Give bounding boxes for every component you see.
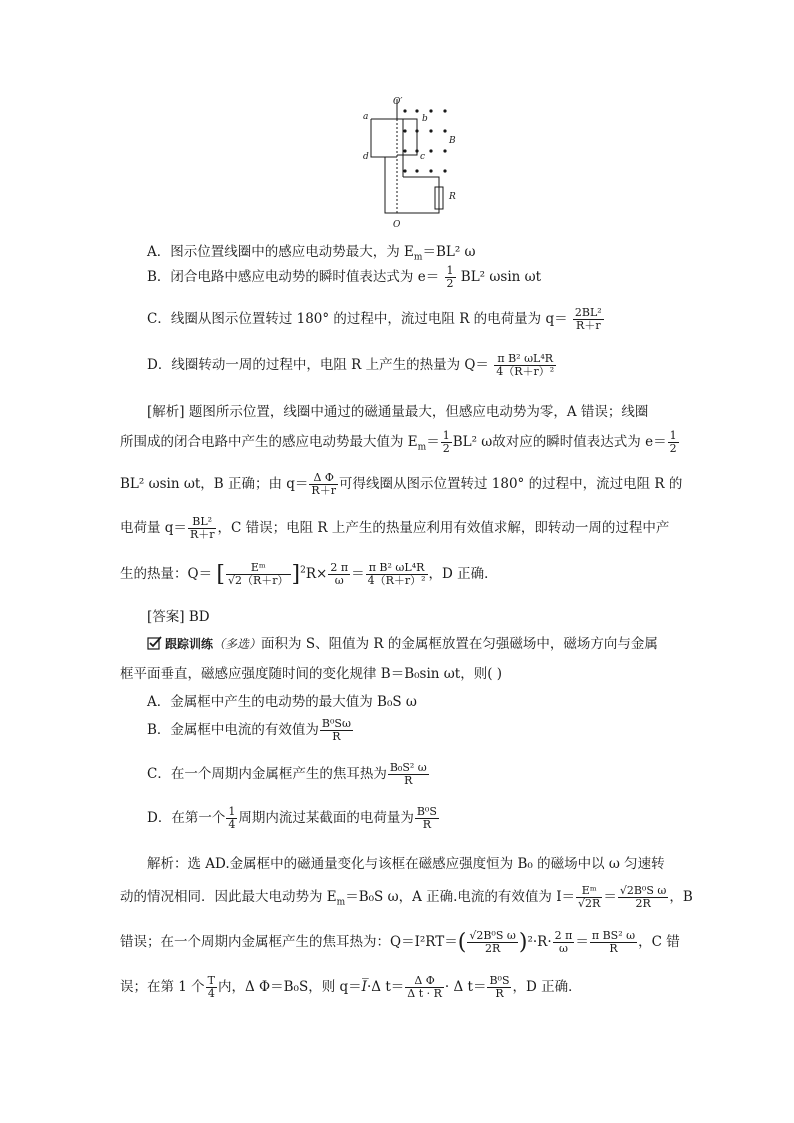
fraction: $\frac{\text{BL²}}{R+r}$ <box>189 515 215 541</box>
analysis2-line-4: 误；在第 1 个 $\frac{T}{4}$ 内，Δ Φ＝B₀S，则 q＝I̅·Δ t＝ $\frac{\text{Δ Φ}}{\text{Δ t · R}}$ · Δ t＝ $\frac{\text{B⁰S}}{R}$ ，D 正确． <box>120 974 582 1000</box>
fraction: $\frac{\text{Eᵐ}}{√2(R+r)}$ <box>227 561 289 587</box>
fraction: $\frac{2 \pi}{\omega}$ <box>554 929 573 955</box>
fraction: $\frac{\text{B₀S² ω}}{R}$ <box>389 761 427 787</box>
fraction: $\frac{\text{π BS² ω}}{R}$ <box>591 929 636 955</box>
analysis2-line-2: 动的情况相同．因此最大电动势为 $E_m=B_0S$ ω，A 正确.电流的有效值为 I＝ $\frac{\text{Eᵐ}}{√2R}$ ＝ $\frac{\text{√2B⁰S ω}}{2R}$ ，B <box>120 884 693 910</box>
fraction: $\frac{1}{2}$ <box>669 429 677 455</box>
analysis2-line-1: 解析：选 AD.金属框中的磁通量变化与该框在磁感应强度恒为 B₀ 的磁场中以 ω 匀速转 <box>147 856 665 872</box>
fraction: $\frac{\text{√2B⁰S ω}}{2R}$ <box>469 929 516 955</box>
coil-in-field-figure <box>355 95 475 235</box>
analysis2-line-3: 错误；在一个周期内金属框产生的焦耳热为：Q＝I²RT＝( $\frac{\text{√2B⁰S ω}}{2R}$ )²·R· $\frac{2 \pi}{\omega}$ ＝ $\frac{\text{π BS² ω}}{R}$ ，C 错 <box>120 929 680 955</box>
fraction: $\frac{\text{Eᵐ}}{√2R}$ <box>578 884 601 910</box>
multi-choice-note: （多选） <box>213 637 262 651</box>
fraction: $\frac{\text{√2B⁰S ω}}{2R}$ <box>619 884 667 910</box>
label-b-field: B <box>449 136 456 146</box>
fraction: $\frac{2 \pi}{\omega}$ <box>330 561 349 587</box>
fraction: $\frac{\text{π B² ωL⁴R}}{\text{4（R＋r）²}}$ <box>496 352 555 378</box>
analysis-line-5: 生的热量：Q＝ [ $\frac{\text{Eᵐ}}{√2(R+r)}$ ]$^2$R× $\frac{2 \pi}{\omega}$ ＝ $\frac{\text{π B² ωL⁴R}}{\text{4（R＋r）²}}$ ，D 正确． <box>120 561 498 587</box>
option-a: A．图示位置线圈中的感应电动势最大，为 $E_m=BL^2$ ω <box>147 244 476 263</box>
fraction: $\frac{\text{Δ Φ}}{\text{Δ t · R}}$ <box>407 974 442 1000</box>
label-r: R <box>449 192 456 202</box>
fraction: $\frac{1}{2}$ <box>442 429 450 455</box>
answer: [答案] BD <box>147 609 210 625</box>
trace-option-a: A．金属框中产生的电动势的最大值为 B₀S ω <box>147 694 417 710</box>
trace-line-1: 跟踪训练（多选）面积为 S、阻值为 R 的金属框放置在匀强磁场中，磁场方向与金属 <box>147 632 658 652</box>
label-d: d <box>363 152 369 162</box>
fraction: $\frac{\text{Δ Φ}}{R+r}$ <box>311 471 336 497</box>
option-c: C．线圈从图示位置转过 180° 的过程中，流过电阻 R 的电荷量为 q＝ $\frac{\text{2BL²}}{R+r}$ <box>147 306 602 332</box>
trace-option-b: B．金属框中电流的有效值为 $\frac{\text{B⁰Sω}}{R}$ <box>147 717 351 743</box>
analysis-line-4: 电荷量 q＝ $\frac{\text{BL²}}{R+r}$ ，C 错误；电阻 R 上产生的热量应利用有效值求解，即转动一周的过程中产 <box>120 515 670 541</box>
trace-option-c: C．在一个周期内金属框产生的焦耳热为 $\frac{\text{B₀S² ω}}{R}$ <box>147 761 427 787</box>
analysis-line-3: BL² ωsin ωt，B 正确；由 q＝ $\frac{\text{Δ Φ}}{R+r}$ 可得线圈从图示位置转过 180° 的过程中，流过电阻 R 的 <box>120 471 683 497</box>
current-mean-symbol: I̅ <box>361 979 367 995</box>
fraction: $\frac{1}{4}$ <box>228 805 236 831</box>
label-c: c <box>420 152 426 162</box>
fraction: $\frac{\text{2BL²}}{R+r}$ <box>574 306 602 332</box>
fraction: $\frac{\text{π B² ωL⁴R}}{\text{4（R＋r）²}}$ <box>367 561 426 587</box>
coil-frame <box>371 99 443 215</box>
analysis-line-2: 所围成的闭合电路中产生的感应电动势最大值为 $E_m=$ $\frac{1}{2}$ BL² ω故对应的瞬时值表达式为 e＝ $\frac{1}{2}$ <box>120 429 677 455</box>
option-d: D．线圈转动一周的过程中，电阻 R 上产生的热量为 Q＝ $\frac{\text{π B² ωL⁴R}}{\text{4（R＋r）²}}$ <box>147 352 555 378</box>
fraction: $\frac{T}{4}$ <box>207 974 216 1000</box>
label-o: O <box>393 220 401 230</box>
label-o-prime: O′ <box>393 97 403 107</box>
label-b: b <box>422 114 428 124</box>
fraction: $\frac{1}{2}$ <box>446 264 454 290</box>
option-b: B．闭合电路中感应电动势的瞬时值表达式为 e＝ $\frac{1}{2}$ BL² ωsin ωt <box>147 264 542 290</box>
analysis-line-1: [解析] 题图所示位置，线圈中通过的磁通量最大，但感应电动势为零，A 错误；线圈 <box>147 404 649 420</box>
trace-line-2: 框平面垂直，磁感应强度随时间的变化规律 B＝B₀sin ωt，则( ) <box>120 666 503 682</box>
fraction: $\frac{\text{B⁰S}}{R}$ <box>416 805 437 831</box>
label-a: a <box>363 112 369 122</box>
trace-tag: 跟踪训练 <box>165 637 214 651</box>
checkmark-icon <box>147 636 163 650</box>
fraction: $\frac{\text{B⁰S}}{R}$ <box>489 974 510 1000</box>
fraction: $\frac{\text{B⁰Sω}}{R}$ <box>321 717 351 743</box>
trace-option-d: D．在第一个 $\frac{1}{4}$ 周期内流过某截面的电荷量为 $\frac{\text{B⁰S}}{R}$ <box>147 805 437 831</box>
